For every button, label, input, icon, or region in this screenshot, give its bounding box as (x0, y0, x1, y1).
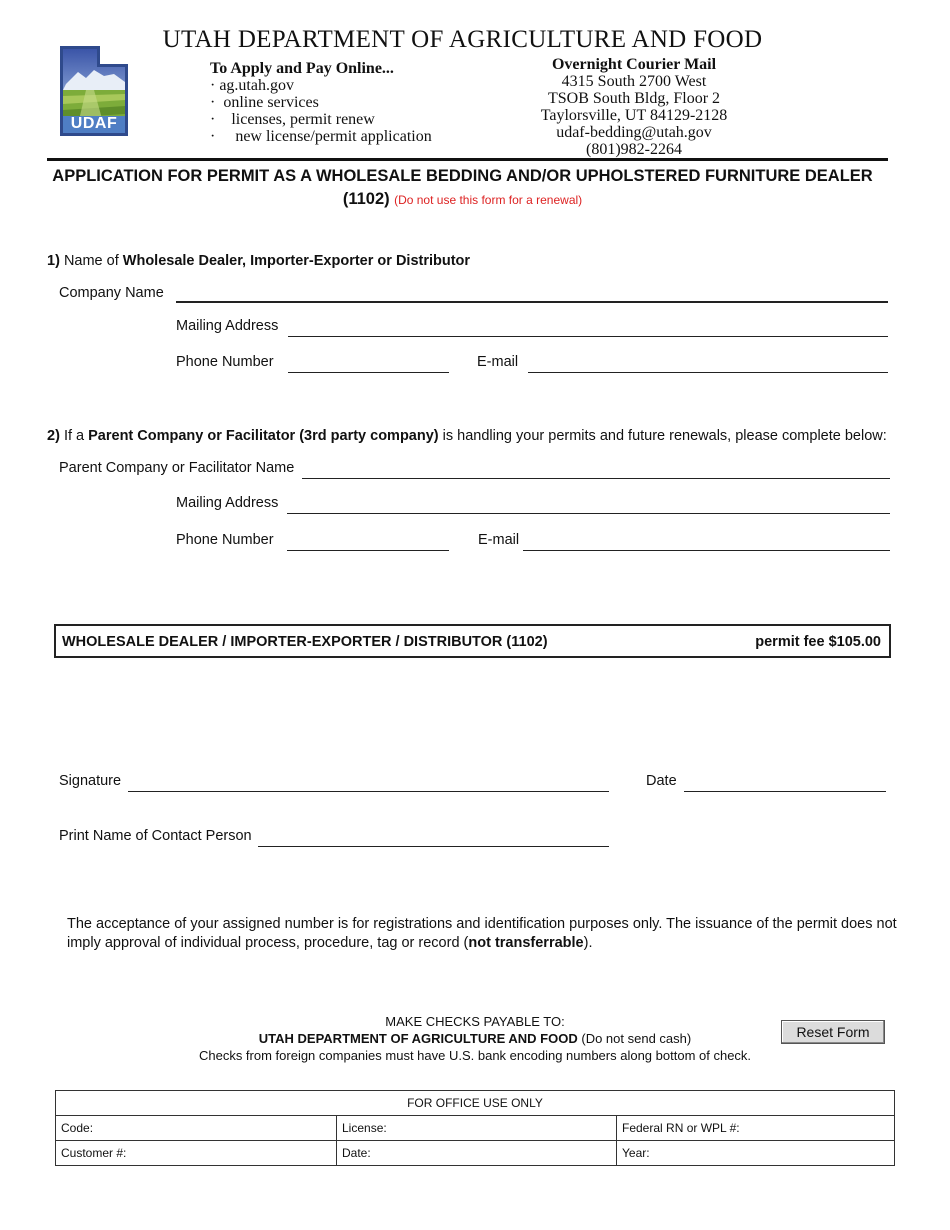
form-code: (1102) (342, 190, 390, 208)
courier-line: Taylorsville, UT 84129-2128 (540, 107, 728, 124)
office-license-cell: License: (337, 1116, 617, 1141)
apply-item: · online services (210, 94, 319, 111)
office-year-cell: Year: (617, 1141, 895, 1166)
apply-item: · new license/permit application (210, 128, 432, 145)
contact-person-label: Print Name of Contact Person (59, 828, 252, 844)
parent-phone-number-field[interactable] (287, 550, 449, 551)
department-title: UTAH DEPARTMENT OF AGRICULTURE AND FOOD (162, 26, 763, 53)
date-label: Date (646, 773, 677, 789)
checks-line-1: MAKE CHECKS PAYABLE TO: (385, 1014, 565, 1029)
courier-mail-block (500, 56, 768, 158)
parent-email-label: E-mail (478, 532, 520, 548)
check-payment-info (110, 1013, 840, 1064)
contact-person-field[interactable] (258, 846, 609, 847)
office-use-table (55, 1090, 895, 1166)
permit-type-label: WHOLESALE DEALER / IMPORTER-EXPORTER / DISTRIBUTOR (1102) (62, 634, 548, 650)
apply-item[interactable]: · ag.utah.gov (210, 77, 294, 94)
apply-item: · licenses, permit renew (210, 111, 375, 128)
parent-email-field[interactable] (523, 550, 890, 551)
section-text: is handling your permits and future renewals, please complete below: (442, 428, 887, 444)
checks-line-2: UTAH DEPARTMENT OF AGRICULTURE AND FOOD (Do not send cash) (258, 1031, 692, 1046)
office-code-cell: Code: (56, 1116, 337, 1141)
mailing-address-field[interactable] (288, 336, 888, 337)
office-date-cell: Date: (337, 1141, 617, 1166)
section-text: If a (63, 428, 85, 444)
form-subtitle (0, 190, 925, 209)
renewal-note: (Do not use this form for a renewal) (394, 193, 583, 207)
apply-online-title: To Apply and Pay Online... (210, 60, 394, 77)
udaf-logo (56, 44, 132, 138)
section-1-heading (47, 253, 470, 269)
signature-label: Signature (59, 773, 122, 789)
disclaimer-bold: not transferrable (468, 935, 584, 951)
email-label: E-mail (477, 354, 519, 370)
parent-mailing-address-label: Mailing Address (176, 495, 279, 511)
signature-field[interactable] (128, 791, 609, 792)
section-number: 2) (47, 428, 60, 444)
courier-title: Overnight Courier Mail (551, 56, 717, 73)
permit-fee-box (54, 624, 891, 658)
email-field[interactable] (528, 372, 888, 373)
reset-form-button[interactable]: Reset Form (781, 1020, 885, 1044)
phone-number-field[interactable] (288, 372, 449, 373)
date-field[interactable] (684, 791, 886, 792)
section-text: Name of (63, 253, 119, 269)
courier-line: TSOB South Bldg, Floor 2 (547, 90, 721, 107)
section-bold-text: Parent Company or Facilitator (3rd party company) (88, 428, 439, 444)
checks-line-3: Checks from foreign companies must have U.S. bank encoding numbers along bottom of check. (198, 1048, 752, 1063)
apply-online-block (210, 60, 432, 145)
company-name-label: Company Name (59, 285, 164, 301)
logo-text: UDAF (70, 115, 118, 132)
courier-phone: (801)982-2264 (586, 141, 682, 158)
company-name-field[interactable] (176, 301, 888, 303)
parent-company-name-field[interactable] (302, 478, 890, 479)
section-bold-text: Wholesale Dealer, Importer-Exporter or Distributor (122, 253, 471, 269)
disclaimer-body: The acceptance of your assigned number is for registrations and identification purposes only. The issuance of the permit does not imply approval of individual process, procedure, tag or record ( (67, 916, 897, 951)
courier-email[interactable]: udaf-bedding@utah.gov (556, 124, 712, 141)
phone-number-label: Phone Number (176, 354, 274, 370)
office-use-header: FOR OFFICE USE ONLY (56, 1091, 895, 1116)
disclaimer-text (67, 915, 897, 953)
form-title: APPLICATION FOR PERMIT AS A WHOLESALE BEDDING AND/OR UPHOLSTERED FURNITURE DEALER (52, 167, 873, 185)
parent-mailing-address-field[interactable] (287, 513, 890, 514)
mailing-address-label: Mailing Address (176, 318, 279, 334)
header-divider (47, 158, 888, 161)
section-2-heading (47, 428, 887, 444)
parent-company-name-label: Parent Company or Facilitator Name (59, 460, 295, 476)
office-customer-cell: Customer #: (56, 1141, 337, 1166)
parent-phone-number-label: Phone Number (176, 532, 274, 548)
permit-fee-label: permit fee $105.00 (755, 634, 881, 650)
office-federal-cell: Federal RN or WPL #: (617, 1116, 895, 1141)
section-number: 1) (47, 253, 60, 269)
disclaimer-end: ). (583, 935, 593, 951)
courier-line: 4315 South 2700 West (561, 73, 707, 90)
